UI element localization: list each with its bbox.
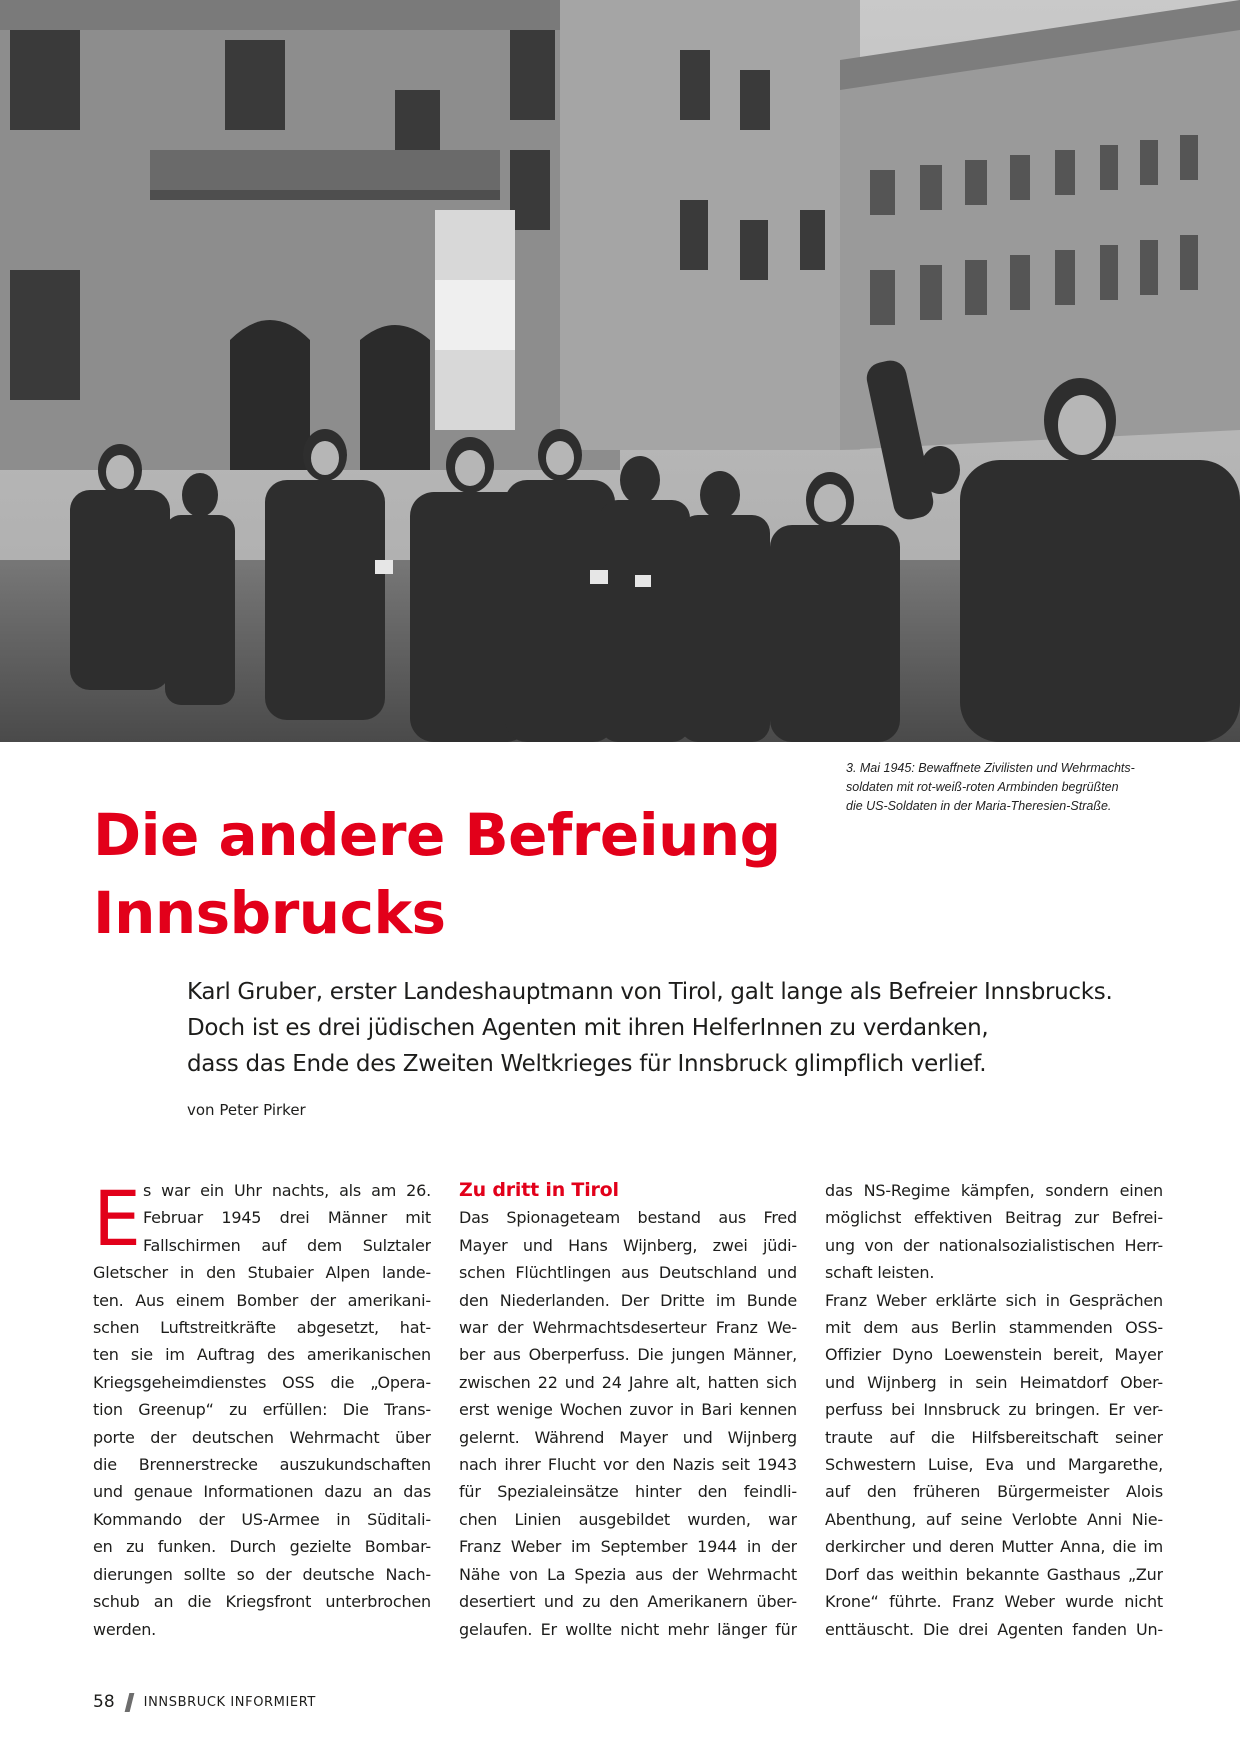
body-line: gelaufen. Er wollte nicht mehr länger für [459,1619,797,1639]
body-line: Nähe von La Spezia aus der Wehrmacht [459,1564,797,1584]
body-line: auf den früheren Bürgermeister Alois [825,1482,1163,1502]
photo-caption [846,759,1176,816]
body-line: ten. Aus einem Bomber der amerikani- [93,1290,431,1310]
body-line: Fallschirmen auf dem Sulztaler [143,1235,431,1255]
section-heading: Zu dritt in Tirol [459,1179,619,1201]
page-footer [93,1692,316,1712]
body-line: und Wijnberg in sein Heimatdorf Ober- [825,1372,1163,1392]
caption-line: 3. Mai 1945: Bewaffnete Zivilisten und Wehrmachts- [846,761,1135,775]
body-line: den Niederlanden. Der Dritte im Bunde [459,1290,797,1310]
body-line: ung von der nationalsozialistischen Herr- [825,1235,1163,1255]
body-line: nach ihrer Flucht vor den Nazis seit 1943 [459,1455,797,1475]
body-line: erst wenige Wochen zuvor in Bari kennen [459,1400,797,1420]
body-line: derkircher und deren Mutter Anna, die im [825,1537,1163,1557]
body-line: en zu funken. Durch gezielte Bombar- [93,1537,431,1557]
body-line: ber aus Oberperfuss. Die jungen Männer, [459,1345,797,1365]
body-line: Offizier Dyno Loewenstein bereit, Mayer [825,1345,1163,1365]
body-line: werden. [93,1619,157,1639]
body-line: war der Wehrmachtsdeserteur Franz We- [459,1318,797,1338]
body-line: Abenthung, auf seine Verlobte Anni Nie- [825,1509,1163,1529]
body-line: ten sie im Auftrag des amerikanischen [93,1345,431,1365]
body-column-2 [459,1177,797,1643]
drop-cap: E [93,1174,142,1263]
lead-line: Doch ist es drei jüdischen Agenten mit ihren HelferInnen zu verdanken, [187,1015,989,1041]
hero-photo [0,0,1240,742]
author-byline: von Peter Pirker [187,1101,306,1119]
body-column-3 [825,1177,1163,1643]
body-line: schaft leisten. [825,1263,935,1283]
body-line: perfuss bei Innsbruck zu bringen. Er ver- [825,1400,1163,1420]
publication-name: INNSBRUCK INFORMIERT [143,1694,316,1710]
body-line: die Brennerstrecke auszukundschaften [93,1455,431,1475]
body-line: schub an die Kriegsfront unterbrochen [93,1592,431,1612]
body-line: Franz Weber im September 1944 in der [459,1537,797,1557]
body-line: Das Spionageteam bestand aus Fred [459,1208,797,1228]
body-line: Kommando der US-Armee in Süditali- [93,1509,431,1529]
body-line: Februar 1945 drei Männer mit [143,1208,431,1228]
body-line: chen Linien ausgebildet wurden, war [459,1509,797,1529]
body-line: porte der deutschen Wehrmacht über [93,1427,431,1447]
body-line: enttäuscht. Die drei Agenten fanden Un- [825,1619,1163,1639]
lead-line: dass das Ende des Zweiten Weltkrieges für Innsbruck glimpflich verlief. [187,1051,987,1077]
article-lead [187,974,1113,1082]
body-line: das NS-Regime kämpfen, sondern einen [825,1181,1163,1200]
article-title [93,796,813,952]
slash-divider-icon [124,1693,134,1712]
body-line: Kriegsgeheimdienstes OSS die „Opera- [93,1372,431,1392]
body-line: schen Flüchtlingen aus Deutschland und [459,1263,797,1283]
title-line: Innsbrucks [93,879,446,947]
body-line: zwischen 22 und 24 Jahre alt, hatten sich [459,1372,797,1392]
caption-line: die US-Soldaten in der Maria-Theresien-Straße. [846,799,1112,813]
body-line: Franz Weber erklärte sich in Gesprächen [825,1290,1163,1310]
body-line: Schwestern Luise, Eva und Margarethe, [825,1455,1163,1475]
body-line: Dorf das weithin bekannte Gasthaus „Zur [825,1564,1163,1584]
caption-line: soldaten mit rot-weiß-roten Armbinden begrüßten [846,780,1119,794]
body-line: tion Greenup“ zu erfüllen: Die Trans- [93,1400,431,1420]
body-column-1 [93,1174,431,1643]
body-line: traute auf die Hilfsbereitschaft seiner [825,1427,1163,1447]
page-number: 58 [93,1692,115,1712]
title-line: Die andere Befreiung [93,801,781,869]
body-line: Krone“ führte. Franz Weber wurde nicht [825,1592,1163,1612]
body-line: Mayer und Hans Wijnberg, zwei jüdi- [459,1235,797,1255]
body-line: und genaue Informationen dazu an das [93,1482,431,1502]
lead-line: Karl Gruber, erster Landeshauptmann von Tirol, galt lange als Befreier Innsbrucks. [187,979,1113,1005]
body-line: dierungen sollte so der deutsche Nach- [93,1564,431,1584]
body-line: desertiert und zu den Amerikanern über- [459,1592,797,1612]
photo-illustration [0,0,1240,742]
body-line: s war ein Uhr nachts, als am 26. [143,1181,431,1200]
body-line: Gletscher in den Stubaier Alpen lande- [93,1263,431,1283]
body-line: schen Luftstreitkräfte abgesetzt, hat- [93,1318,431,1338]
body-line: mit dem aus Berlin stammenden OSS- [825,1318,1163,1338]
body-line: möglichst effektiven Beitrag zur Befrei- [825,1208,1163,1228]
body-line: gelernt. Während Mayer und Wijnberg [459,1427,797,1447]
body-line: für Spezialeinsätze hinter den feindli- [459,1482,797,1502]
